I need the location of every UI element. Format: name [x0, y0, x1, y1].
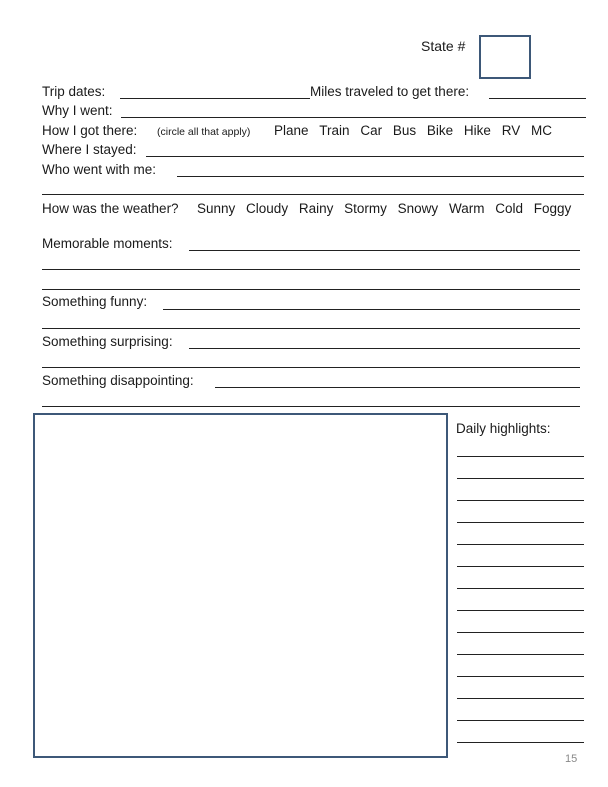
state-label: State # [421, 38, 466, 54]
highlight-line[interactable] [457, 588, 584, 589]
transport-option[interactable]: Bike [426, 123, 454, 138]
surprising-line[interactable] [189, 348, 580, 349]
transport-option[interactable]: Train [319, 123, 350, 138]
weather-options [197, 201, 571, 216]
why-line[interactable] [121, 117, 586, 118]
weather-option[interactable]: Stormy [344, 201, 387, 216]
transport-option[interactable]: Car [360, 123, 383, 138]
transport-option[interactable]: Plane [274, 123, 309, 138]
memorable-label: Memorable moments: [42, 236, 173, 251]
disappointing-line[interactable] [215, 387, 580, 388]
highlight-line[interactable] [457, 522, 584, 523]
transport-option[interactable]: Hike [463, 123, 491, 138]
disappointing-line[interactable] [42, 406, 580, 407]
memorable-line[interactable] [42, 289, 580, 290]
memorable-line[interactable] [189, 250, 580, 251]
trip-dates-line[interactable] [120, 98, 310, 99]
who-line-extra[interactable] [42, 194, 584, 195]
where-label: Where I stayed: [42, 142, 137, 157]
trip-dates-label: Trip dates: [42, 84, 106, 99]
transport-options [274, 123, 552, 138]
highlight-line[interactable] [457, 544, 584, 545]
who-label: Who went with me: [42, 162, 157, 177]
surprising-line[interactable] [42, 367, 580, 368]
highlight-line[interactable] [457, 720, 584, 721]
weather-option[interactable]: Rainy [298, 201, 334, 216]
highlight-line[interactable] [457, 676, 584, 677]
why-label: Why I went: [42, 103, 113, 118]
weather-option[interactable]: Cold [495, 201, 523, 216]
highlight-line[interactable] [457, 632, 584, 633]
funny-line[interactable] [42, 328, 580, 329]
funny-label: Something funny: [42, 294, 148, 309]
page-number: 15 [565, 753, 578, 765]
weather-option[interactable]: Sunny [197, 201, 236, 216]
memorable-line[interactable] [42, 269, 580, 270]
disappointing-label: Something disappointing: [42, 373, 194, 388]
weather-option[interactable]: Foggy [533, 201, 572, 216]
highlight-line[interactable] [457, 456, 584, 457]
who-line[interactable] [177, 176, 584, 177]
how-note: (circle all that apply) [157, 126, 251, 138]
daily-highlights-title: Daily highlights: [456, 421, 551, 436]
weather-option[interactable]: Cloudy [246, 201, 289, 216]
where-line[interactable] [146, 156, 584, 157]
miles-label: Miles traveled to get there: [310, 84, 470, 99]
highlight-line[interactable] [457, 698, 584, 699]
how-label: How I got there: [42, 123, 138, 138]
highlight-line[interactable] [457, 566, 584, 567]
highlight-line[interactable] [457, 500, 584, 501]
weather-option[interactable]: Snowy [397, 201, 439, 216]
weather-option[interactable]: Warm [448, 201, 485, 216]
transport-option[interactable]: Bus [392, 123, 417, 138]
photo-box[interactable] [33, 413, 448, 758]
state-number-box[interactable] [479, 35, 531, 79]
funny-line[interactable] [163, 309, 580, 310]
surprising-label: Something surprising: [42, 334, 173, 349]
weather-label: How was the weather? [42, 201, 179, 216]
highlight-line[interactable] [457, 742, 584, 743]
miles-line[interactable] [489, 98, 586, 99]
highlight-line[interactable] [457, 610, 584, 611]
highlight-line[interactable] [457, 478, 584, 479]
transport-option[interactable]: MC [530, 123, 552, 138]
transport-option[interactable]: RV [501, 123, 521, 138]
highlight-line[interactable] [457, 654, 584, 655]
